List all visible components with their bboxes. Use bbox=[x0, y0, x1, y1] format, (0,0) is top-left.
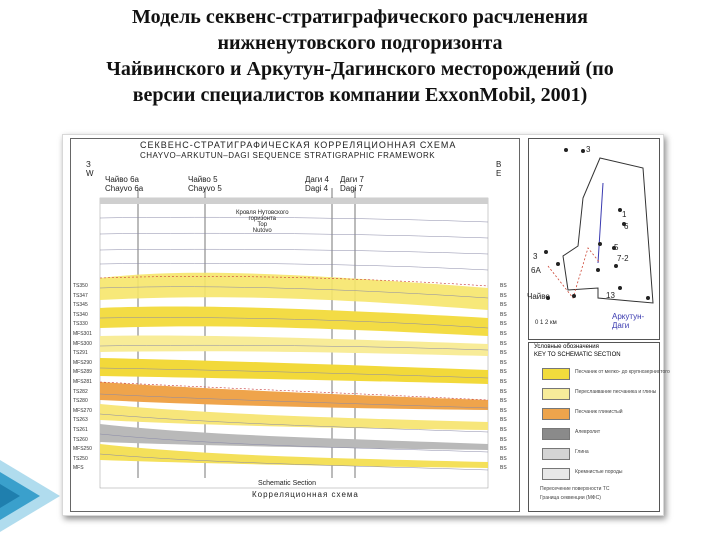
well-label-chayvo-5: Чайво 5 Chayvo 5 bbox=[188, 175, 222, 193]
title-line-1: Модель секвенс-стратиграфического расчленения bbox=[132, 6, 588, 28]
well-label-chayvo-6a: Чайво 6а Chayvo 6a bbox=[105, 175, 144, 193]
cross-section-drawing bbox=[70, 138, 518, 510]
map-point-label: 6А bbox=[531, 266, 541, 275]
marker-label: BS bbox=[500, 311, 507, 318]
left-marker-column bbox=[73, 282, 92, 474]
marker-label: BS bbox=[500, 350, 507, 357]
figure-footer-en: Schematic Section bbox=[258, 480, 316, 487]
marker-label: BS bbox=[500, 369, 507, 376]
legend-item-label: Алевролит bbox=[575, 429, 601, 435]
marker-label: TS250 bbox=[73, 455, 88, 462]
marker-label: TS345 bbox=[73, 302, 88, 309]
marker-label: TS330 bbox=[73, 321, 88, 328]
map-label-chayvo: Чайво bbox=[527, 292, 550, 301]
marker-label: BS bbox=[500, 417, 507, 424]
marker-label: BS bbox=[500, 330, 507, 337]
legend-item-label: Песчаник от мелко- до крупнозернистого bbox=[575, 369, 670, 375]
marker-label: BS bbox=[500, 321, 507, 328]
figure-header-en: CHAYVO–ARKUTUN–DAGI SEQUENCE STRATIGRAPHIC FRAMEWORK bbox=[140, 151, 436, 160]
marker-label: MFS250 bbox=[73, 446, 92, 453]
legend-subtitle: KEY TO SCHEMATIC SECTION bbox=[534, 352, 621, 358]
marker-label: BS bbox=[500, 302, 507, 309]
right-marker-column bbox=[500, 282, 507, 474]
marker-label: MFS bbox=[73, 465, 84, 472]
marker-label: TS280 bbox=[73, 398, 88, 405]
marker-label: BS bbox=[500, 465, 507, 472]
map-point-label: 3 bbox=[533, 252, 538, 261]
map-point-label: 1 bbox=[622, 210, 627, 219]
marker-label: TS261 bbox=[73, 426, 88, 433]
marker-label: BS bbox=[500, 378, 507, 385]
marker-label: TS282 bbox=[73, 388, 88, 395]
west-label: З W bbox=[86, 160, 94, 178]
marker-label: BS bbox=[500, 426, 507, 433]
well-label-dagi-4: Даги 4 Dagi 4 bbox=[305, 175, 329, 193]
marker-label: TS260 bbox=[73, 436, 88, 443]
title-line-2: нижненутовского подгоризонта bbox=[217, 32, 503, 54]
marker-label: BS bbox=[500, 359, 507, 366]
legend-note: Граница секвенции (МФС) bbox=[540, 495, 601, 501]
marker-label: BS bbox=[500, 340, 507, 347]
map-point-label: 3 bbox=[586, 145, 591, 154]
legend-swatch bbox=[542, 428, 570, 440]
legend-swatch bbox=[542, 468, 570, 480]
marker-label: MFS289 bbox=[73, 369, 92, 376]
marker-label: TS263 bbox=[73, 417, 88, 424]
marker-label: BS bbox=[500, 283, 507, 289]
legend-swatch bbox=[542, 408, 570, 420]
slide-title bbox=[40, 4, 680, 108]
marker-label: TS350 bbox=[73, 283, 88, 289]
legend-swatch bbox=[542, 388, 570, 400]
marker-label: BS bbox=[500, 436, 507, 443]
title-line-4: версии специалистов компании ExxonMobil, 2001) bbox=[132, 84, 588, 106]
legend-swatch bbox=[542, 448, 570, 460]
legend-item-label: Глина bbox=[575, 449, 589, 455]
marker-label: BS bbox=[500, 446, 507, 453]
legend-swatch bbox=[542, 368, 570, 380]
figure-footer-ru: Корреляционная схема bbox=[252, 490, 359, 499]
map-point-label: 5 bbox=[614, 243, 619, 252]
marker-label: MFS281 bbox=[73, 378, 92, 385]
marker-label: BS bbox=[500, 292, 507, 299]
figure-header-ru: СЕКВЕНС-СТРАТИГРАФИЧЕСКАЯ КОРРЕЛЯЦИОННАЯ СХЕМА bbox=[140, 140, 457, 150]
map-scale: 0 1 2 км bbox=[535, 320, 557, 326]
marker-label: BS bbox=[500, 388, 507, 395]
legend-note: Пересечение поверхности ТС bbox=[540, 486, 610, 492]
map-label-arkutun: Аркутун- Даги bbox=[612, 312, 645, 330]
east-label: В E bbox=[496, 160, 502, 178]
marker-label: TS291 bbox=[73, 350, 88, 357]
marker-label: MFS301 bbox=[73, 330, 92, 337]
marker-label: MFS270 bbox=[73, 407, 92, 414]
marker-label: BS bbox=[500, 398, 507, 405]
title-line-3: Чайвинского и Аркутун-Дагинского месторождений (по bbox=[106, 58, 614, 80]
marker-label: TS340 bbox=[73, 311, 88, 318]
top-nutovo-annotation: Кровля Нутовского горизонта Top Nutovo bbox=[236, 210, 289, 234]
map-point-label: 7-2 bbox=[617, 254, 629, 263]
map-drawing bbox=[528, 138, 658, 338]
marker-label: BS bbox=[500, 455, 507, 462]
marker-label: BS bbox=[500, 407, 507, 414]
marker-label: MFS300 bbox=[73, 340, 92, 347]
legend-item-label: Переслаивание песчаника и глины bbox=[575, 389, 657, 395]
legend-item-label: Кремнистые породы bbox=[575, 469, 623, 475]
map-point-label: 6 bbox=[624, 222, 629, 231]
marker-label: TS347 bbox=[73, 292, 88, 299]
well-label-dagi-7: Даги 7 Dagi 7 bbox=[340, 175, 364, 193]
legend-item-label: Песчаник глинистый bbox=[575, 409, 623, 415]
marker-label: MFS290 bbox=[73, 359, 92, 366]
map-point-label: 13 bbox=[606, 291, 615, 300]
legend-title: Условные обозначения bbox=[534, 344, 599, 350]
